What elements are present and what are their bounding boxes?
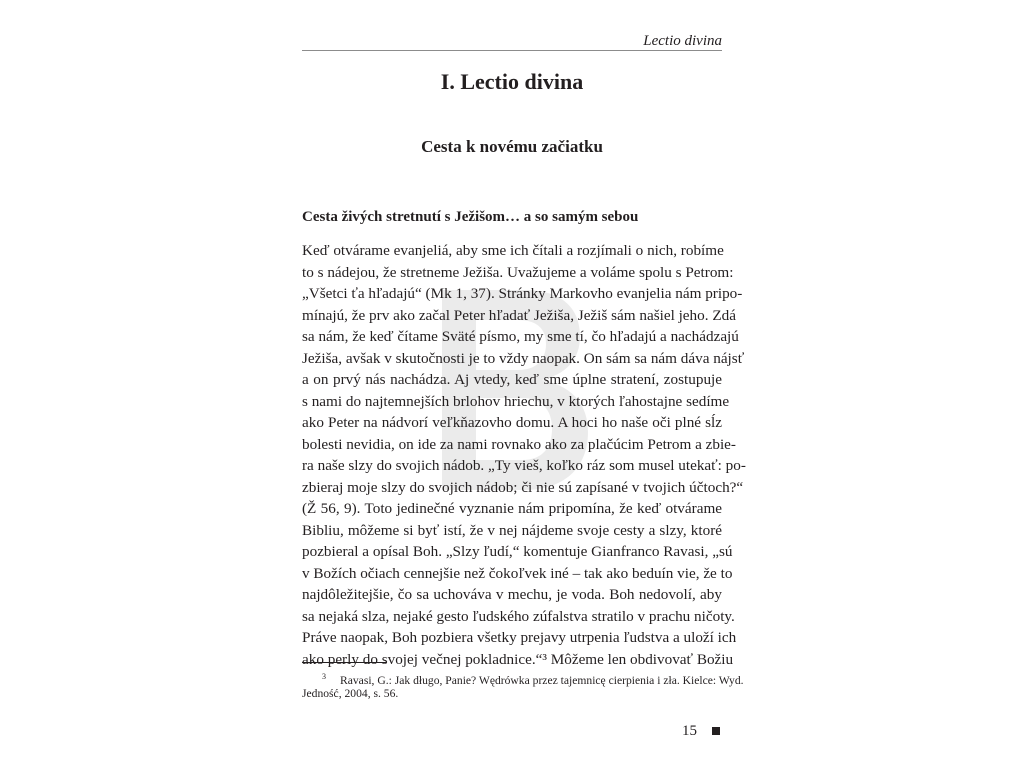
body-text: [302, 240, 746, 670]
header-rule: [302, 50, 722, 51]
footnote-mark: 3: [322, 672, 326, 681]
body-line: to s nádejou, že stretneme Ježiša. Uvažujeme a voláme spolu s Petrom:: [302, 263, 734, 281]
footnote-rule: [302, 662, 386, 663]
body-line: a on prvý nás nachádza. Aj vtedy, keď sme úplne stratení, zostupuje: [302, 371, 722, 388]
body-line: ra naše slzy do svojich nádob. „Ty vieš, koľko ráz som musel utekať: po-: [302, 457, 746, 474]
footnote-text: Ravasi, G.: Jak długo, Panie? Wędrówka przez tajemnicę cierpienia i zła. Kielce: Wyd.: [340, 674, 744, 687]
body-line: sa nejaká slza, nejaké gesto ľudského zúfalstva stratilo v prachu ničoty.: [302, 607, 735, 625]
body-line: pozbieral a opísal Boh. „Slzy ľudí,“ komentuje Gianfranco Ravasi, „sú: [302, 543, 733, 560]
body-line: Keď otvárame evanjeliá, aby sme ich čítali a rozjímali o nich, robíme: [302, 242, 724, 259]
body-line: Bibliu, môžeme si byť istí, že v nej nájdeme svoje cesty a slzy, ktoré: [302, 521, 722, 539]
body-line: mínajú, že prv ako začal Peter hľadať Ježiša, Ježiš sám našiel jeho. Zdá: [302, 306, 736, 324]
body-line: v Božích očiach cennejšie než čokoľvek iné – tak ako beduín vie, že to: [302, 564, 733, 582]
body-line: sa nám, že keď čítame Sväté písmo, my sme tí, čo hľadajú a nachádzajú: [302, 328, 739, 345]
chapter-title: I. Lectio divina: [440, 69, 584, 94]
body-line: ako perly do svojej večnej pokladnice.“³ Môžeme len obdivovať Božiu: [302, 650, 734, 668]
body-line: „Všetci ťa hľadajú“ (Mk 1, 37). Stránky Markovho evanjelia nám pripo-: [302, 285, 743, 302]
footnote-line: [302, 668, 744, 687]
page-number: 15: [682, 723, 697, 739]
body-line: zbieraj moje slzy do svojich nádob; či nie sú zapísané v tvojich účtoch?“: [302, 478, 744, 496]
body-line: Práve naopak, Boh pozbiera všetky prejavy utrpenia ľudstva a uloží ich: [302, 629, 737, 646]
section-title: Cesta k novému začiatku: [421, 137, 603, 156]
page-marker-square: [712, 727, 720, 735]
body-line: najdôležitejšie, čo sa uchováva v mechu, je voda. Boh nedovolí, aby: [302, 586, 722, 603]
body-line: bolesti nevidia, on ide za nami rovnako ako za plačúcim Petrom a zbie-: [302, 435, 736, 453]
body-line: (Ž 56, 9). Toto jedinečné vyznanie nám pripomína, že keď otvárame: [302, 500, 722, 517]
body-line: Ježiša, avšak v skutočnosti je to vždy naopak. On sám sa nám dáva nájsť: [302, 349, 745, 367]
subsection-title: Cesta živých stretnutí s Ježišom… a so samým sebou: [302, 209, 639, 225]
body-line: ako Peter na nádvorí veľkňazovho domu. A hoci ho naše oči plné sĺz: [302, 414, 722, 431]
footnote: [302, 668, 744, 702]
body-line: s nami do najtemnejších brlohov hriechu, v ktorých ľahostajne sedíme: [302, 392, 730, 410]
footnote-line: Jedność, 2004, s. 56.: [302, 687, 399, 700]
running-header: Lectio divina: [643, 33, 722, 49]
